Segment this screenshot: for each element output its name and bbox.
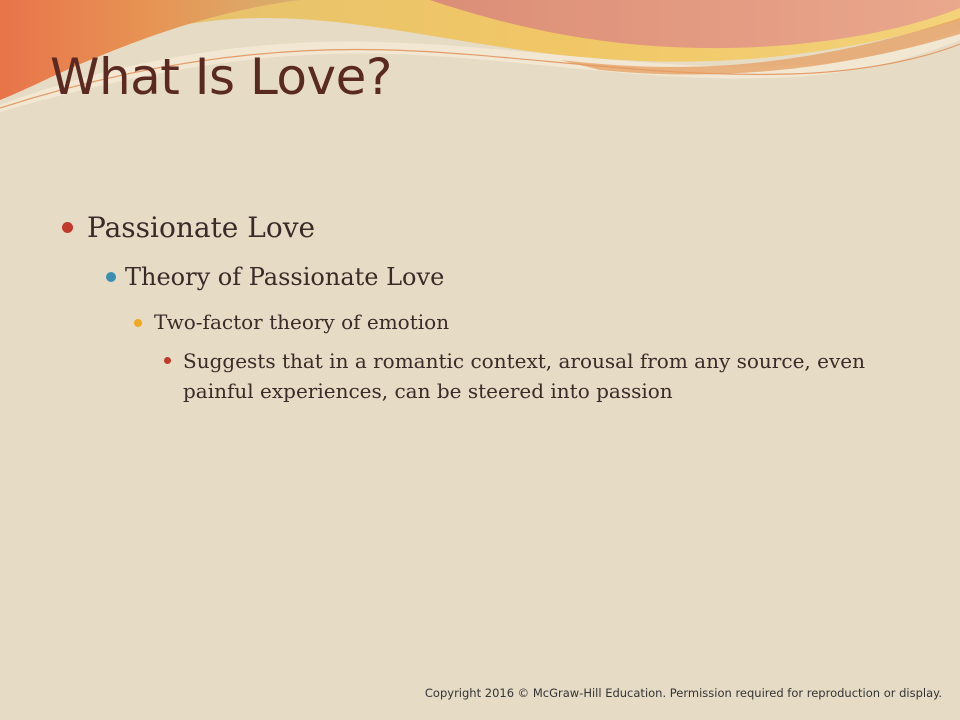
bullet-level4	[164, 346, 884, 406]
bullet-level3	[134, 308, 449, 336]
bullet-level2	[106, 261, 444, 293]
bullet-level3-text: Two-factor theory of emotion	[154, 310, 450, 334]
bullet-level1-text: Passionate Love	[87, 211, 316, 244]
bullet-level2-text: Theory of Passionate Love	[125, 263, 445, 291]
bullet-dot-icon	[134, 319, 142, 327]
slide-title: What Is Love?	[50, 48, 392, 106]
bullet-dot-icon	[164, 357, 171, 364]
copyright-footer: Copyright 2016 © McGraw-Hill Education. Permission required for reproduction or display.	[424, 686, 942, 700]
bullet-dot-icon	[62, 222, 73, 233]
bullet-level4-text: Suggests that in a romantic context, arousal from any source, even painful experiences, can be steered into passion	[183, 349, 865, 403]
bullet-dot-icon	[106, 272, 116, 282]
bullet-level1	[62, 211, 315, 245]
